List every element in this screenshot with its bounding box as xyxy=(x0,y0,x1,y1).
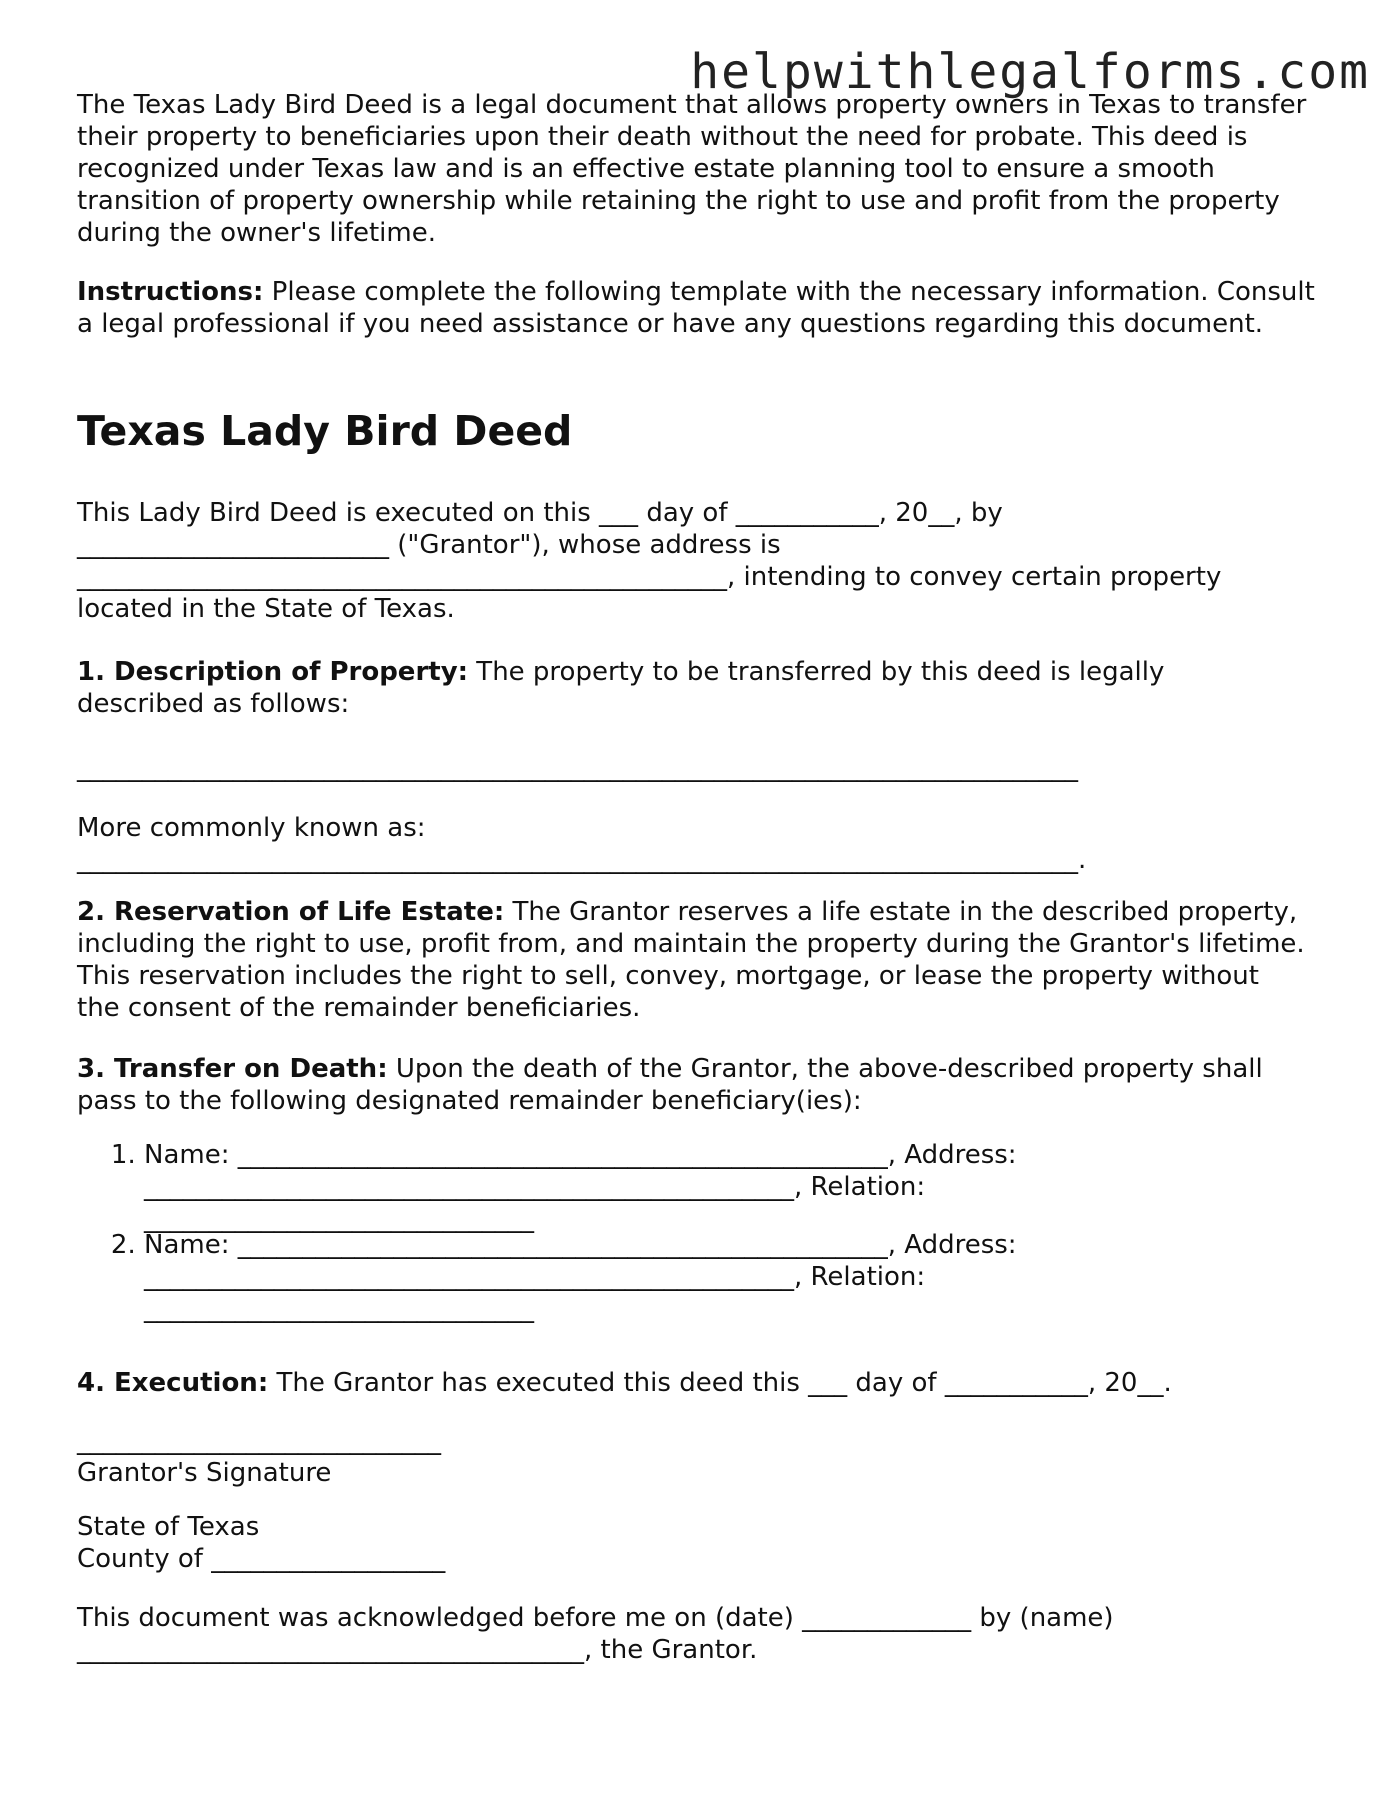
document-title: Texas Lady Bird Deed xyxy=(77,407,573,455)
beneficiary-address-relation: __________________________________________________, Relation: xyxy=(144,1172,926,1202)
property-common-name-blank: _____________________________________________________________________________. xyxy=(77,845,1087,875)
beneficiary-item xyxy=(144,1229,1337,1325)
section-transfer-on-death xyxy=(77,1053,1337,1325)
known-as-label: More commonly known as: xyxy=(77,813,426,843)
signature-block xyxy=(77,1425,1337,1489)
notary-acknowledgment-line-2: _______________________________________, the Grantor. xyxy=(77,1635,758,1665)
instructions-label: Instructions: xyxy=(77,277,264,307)
section3-text: Upon the death of the Grantor, the above-described property shall pass to the following designated remainder beneficiary(ies): xyxy=(77,1054,1263,1116)
section1-paragraph xyxy=(77,656,1277,720)
section-description-of-property xyxy=(77,656,1337,876)
section4-label: 4. Execution: xyxy=(77,1368,269,1398)
section4-text: The Grantor has executed this deed this ___ day of ___________, 20__. xyxy=(268,1368,1172,1398)
beneficiary-list xyxy=(77,1139,1337,1325)
notary-block xyxy=(77,1511,1337,1666)
notary-county: County of __________________ xyxy=(77,1544,446,1574)
section4-paragraph xyxy=(77,1367,1337,1399)
beneficiary-relation-blank: ______________________________ xyxy=(144,1294,534,1324)
instructions-paragraph xyxy=(77,276,1322,340)
beneficiary-name-address: 2. Name: __________________________________________________, Address: xyxy=(144,1230,1017,1260)
section3-label: 3. Transfer on Death: xyxy=(77,1054,388,1084)
notary-acknowledgment-line-1: This document was acknowledged before me on (date) _____________ by (name) xyxy=(77,1603,1114,1633)
beneficiary-item xyxy=(144,1139,1337,1235)
instructions-text: Please complete the following template with the necessary information. Consult a legal professional if you need assistance or have any questions regarding this document. xyxy=(77,277,1315,339)
beneficiary-name-address: 1. Name: __________________________________________________, Address: xyxy=(144,1140,1017,1170)
section2-label: 2. Reservation of Life Estate: xyxy=(77,897,505,927)
section-execution xyxy=(77,1367,1337,1399)
section2-text: The Grantor reserves a life estate in the described property, including the right to use, profit from, and maintain the property during the Grantor's lifetime. This reservation includes the right to sell, convey, mortgage, or lease the property without the consent of the remainder beneficiaries. xyxy=(77,897,1305,1023)
intro-paragraph: The Texas Lady Bird Deed is a legal document that allows property owners in Texas to transfer their property to beneficiaries upon their death without the need for probate. This deed is recognized under Texas law and is an effective estate planning tool to ensure a smooth transition of property ownership while retaining the right to use and profit from the property during the owner's lifetime. xyxy=(77,90,1307,248)
execution-line-2: ________________________ ("Grantor"), whose address is xyxy=(77,530,781,560)
notary-state: State of Texas xyxy=(77,1512,260,1542)
beneficiary-address-relation: __________________________________________________, Relation: xyxy=(144,1262,926,1292)
watermark: helpwithlegalforms.com xyxy=(690,44,1370,100)
section3-paragraph xyxy=(77,1053,1307,1117)
execution-clause xyxy=(77,497,1337,625)
execution-line-3: __________________________________________________, intending to convey certain property located in the State of Texas. xyxy=(77,562,1222,624)
section1-text: The property to be transferred by this deed is legally described as follows: xyxy=(77,657,1165,719)
section1-label: 1. Description of Property: xyxy=(77,657,469,687)
property-legal-description-blank: _____________________________________________________________________________ xyxy=(77,753,1078,783)
beneficiary-relation-blank: ______________________________ xyxy=(144,1204,534,1234)
section2-paragraph xyxy=(77,896,1307,1024)
execution-line-1: This Lady Bird Deed is executed on this ___ day of ___________, 20__, by xyxy=(77,498,1003,528)
section-reservation-life-estate xyxy=(77,896,1337,1024)
signature-label: Grantor's Signature xyxy=(77,1458,332,1488)
signature-line: ____________________________ xyxy=(77,1426,441,1456)
